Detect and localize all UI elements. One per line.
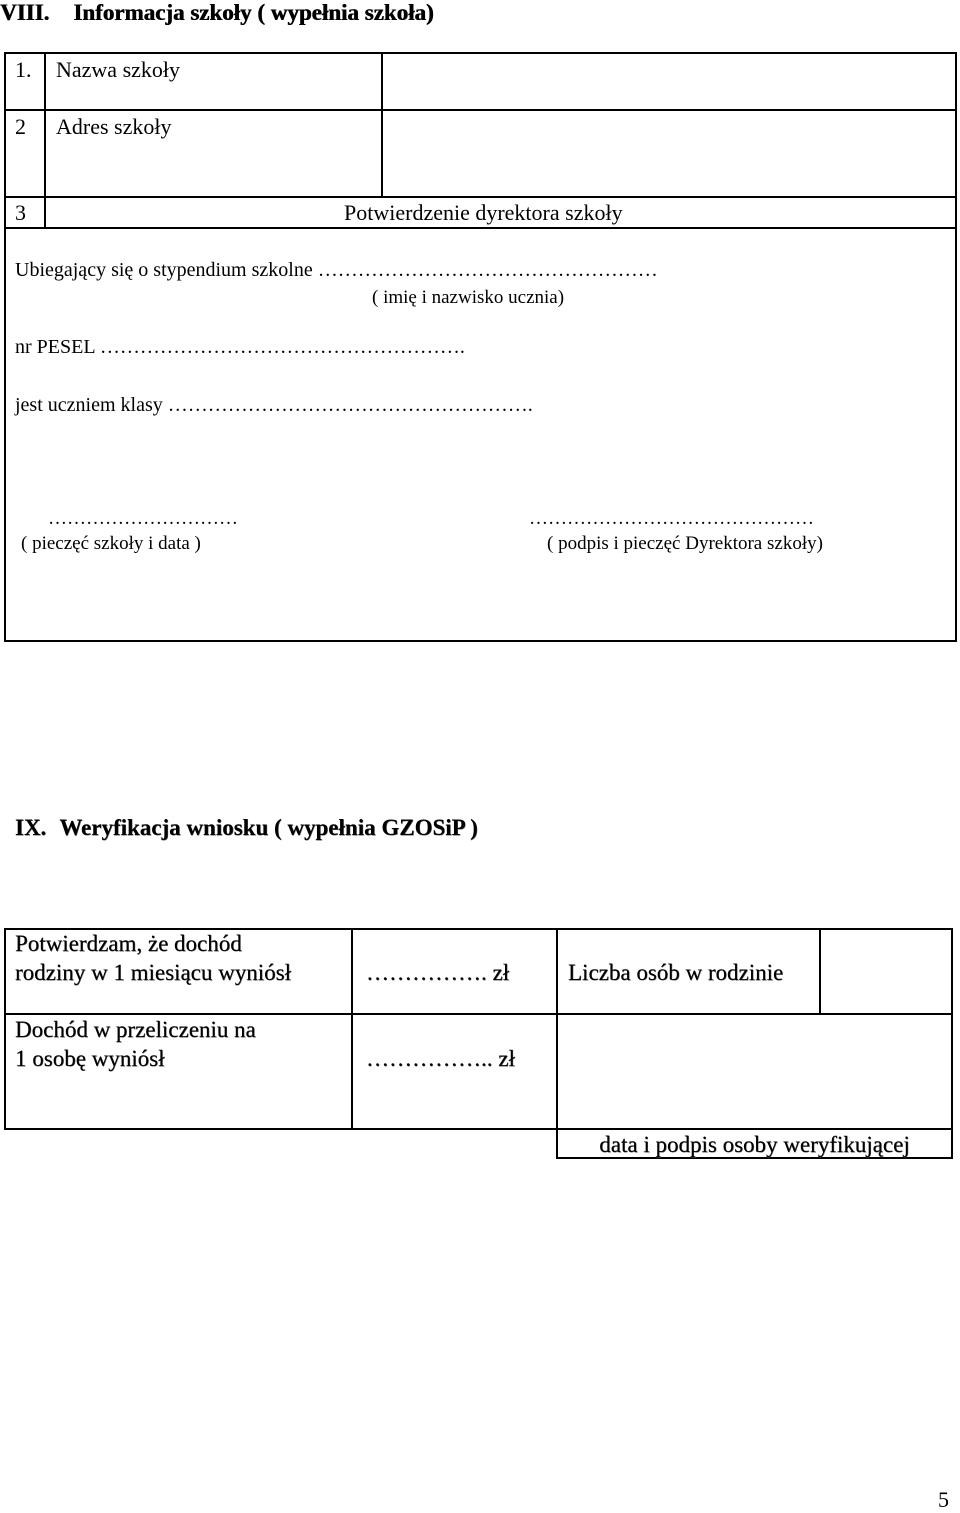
per-person-value-field[interactable]: …………….. zł [366, 1046, 515, 1071]
student-name-caption: ( imię i nazwisko ucznia) [372, 287, 565, 308]
family-size-label: Liczba osób w rodzinie [568, 960, 784, 985]
income-value-field[interactable]: ……………. zł [366, 960, 510, 985]
stamp-dots: ………………………… [48, 508, 238, 529]
verifier-signature-caption: data i podpis osoby weryfikującej [599, 1132, 910, 1157]
income-label [15, 929, 291, 987]
per-person-label-line-1: Dochód w przeliczeniu na [15, 1017, 256, 1042]
pesel-dots: ………………………………………………. [99, 336, 465, 358]
class-label: jest uczniem klasy [15, 394, 163, 416]
section-9-number: IX. [15, 815, 47, 840]
income-label-line-2: rodziny w 1 miesiącu wyniósł [15, 960, 291, 985]
row-2-number: 2 [15, 114, 26, 139]
scholarship-line [15, 258, 658, 282]
per-person-label-line-2: 1 osobę wyniósł [15, 1046, 165, 1071]
student-name-dots: …………………………………………… [317, 259, 658, 281]
class-dots: ………………………………………………. [167, 394, 533, 416]
row-3-number: 3 [15, 200, 26, 225]
section-8-heading [0, 0, 434, 26]
principal-confirmation-label: Potwierdzenie dyrektora szkoły [344, 200, 623, 225]
row-1-number: 1. [15, 57, 32, 82]
per-person-label [15, 1015, 256, 1073]
class-line [15, 393, 533, 417]
section-8-title: Informacja szkoły ( wypełnia szkoła) [73, 0, 434, 25]
page-number: 5 [938, 1487, 949, 1512]
signature-dots: ……………………………………… [529, 508, 814, 529]
pesel-line [15, 335, 465, 359]
verifier-signature-field[interactable] [559, 1016, 950, 1127]
section-9-heading [15, 815, 478, 841]
income-label-line-1: Potwierdzam, że dochód [15, 931, 242, 956]
school-address-field[interactable] [384, 112, 954, 195]
stamp-caption: ( pieczęć szkoły i data ) [21, 533, 201, 554]
school-address-label: Adres szkoły [56, 114, 172, 139]
scholarship-text: Ubiegający się o stypendium szkolne [15, 259, 313, 281]
school-name-label: Nazwa szkoły [56, 57, 181, 82]
school-name-field[interactable] [384, 55, 954, 108]
signature-caption: ( podpis i pieczęć Dyrektora szkoły) [547, 533, 823, 554]
family-size-field[interactable] [822, 931, 950, 1012]
section-9-title: Weryfikacja wniosku ( wypełnia GZOSiP ) [59, 815, 478, 840]
pesel-label: nr PESEL [15, 336, 95, 358]
section-8-number: VIII. [0, 0, 50, 25]
